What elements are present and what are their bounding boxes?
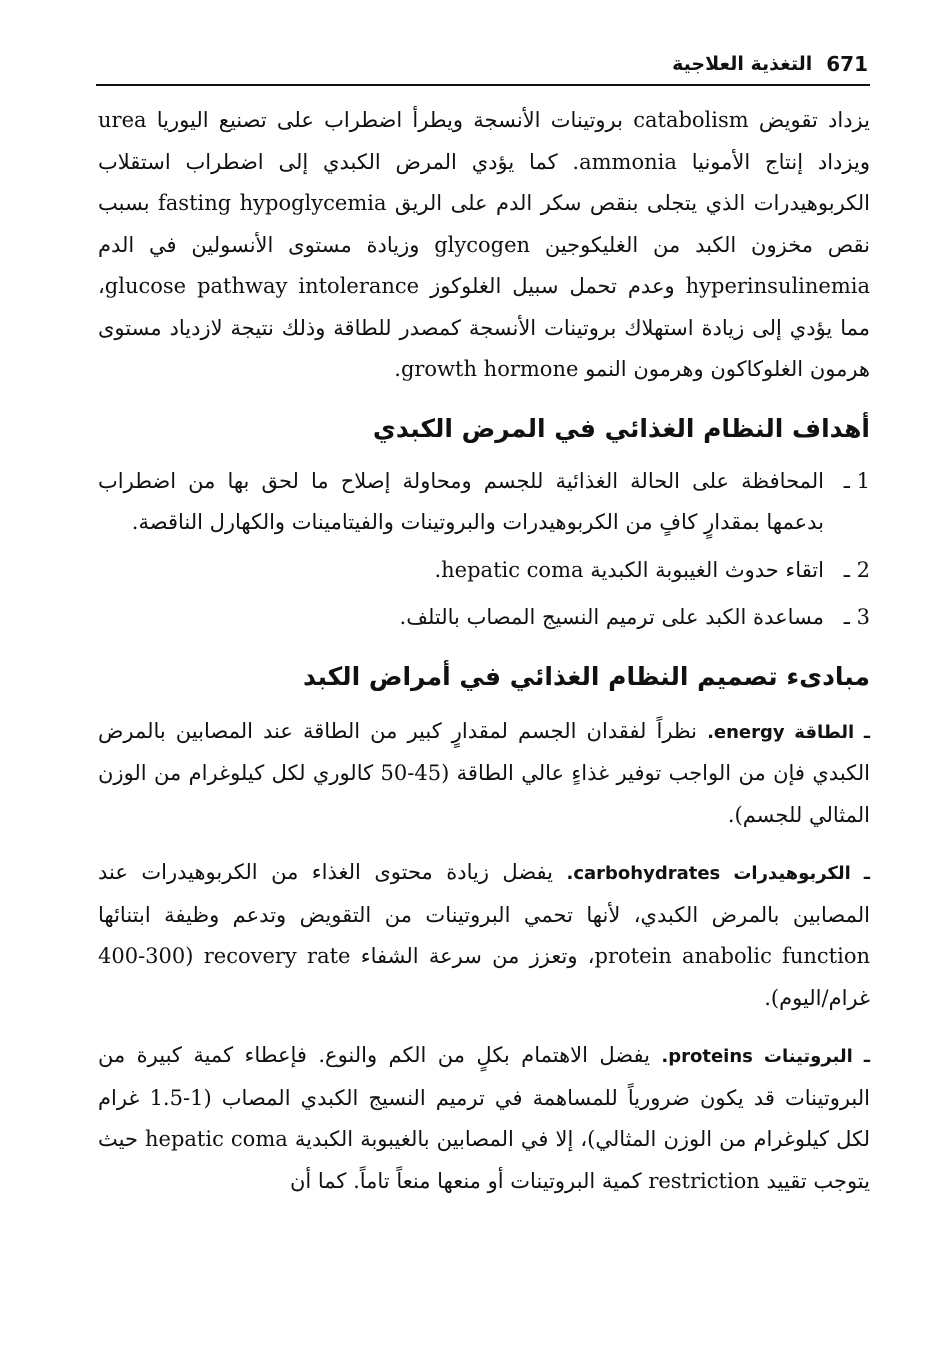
intro-paragraph: يزداد تقويض catabolism بروتينات الأنسجة ويطرأ اضطراب على تصنيع اليوريا urea ويزداد إنتاج الأمونيا ammonia. كما يؤدي المرض الكبدي إلى اضطراب استقلاب الكربوهيدرات الذي يتجلى بنقص سكر الدم على الريق fasting hypoglycemia بسبب نقص مخزون الكبد من الغليكوجين glycogen وزيادة مستوى الأنسولين في الدم hyperinsulinemia وعدم تحمل سبيل الغلوكوز glucose pathway intolerance، مما يؤدي إلى زيادة استهلاك بروتينات الأنسجة كمصدر للطاقة وذلك نتيجة لازدياد مستوى هرمون الغلوكاكون وهرمون النمو growth hormone. [98,108,871,381]
list-item-text: اتقاء حدوث الغيبوبة الكبدية hepatic coma. [434,557,824,582]
list-item-number: 2 ـ [843,557,870,582]
list-item-text: المحافظة على الحالة الغذائية للجسم ومحاولة إصلاح ما لحق بها من اضطراب بدعمها بمقدارٍ كافٍ من الكربوهيدرات والبروتينات والفيتامينات والكهارل الناقصة. [98,468,824,534]
page-header [96,46,868,82]
list-item [98,597,870,639]
list-item [98,461,870,544]
goals-list [98,461,870,639]
page-body [98,100,870,1202]
list-item-number: 1 ـ [843,468,870,493]
paragraph-text: نظراً لفقدان الجسم لمقدارٍ كبير من الطاقة عند المصابين بالمرض الكبدي فإن من الواجب توفير غذاءٍ عالي الطاقة (45-50 كالوري لكل كيلوغرام من الوزن المثالي للجسم). [98,718,870,827]
section-heading-principles: مبادىء تصميم النظام الغذائي في أمراض الكبد [303,661,870,691]
header-rule [96,84,870,86]
paragraph-lead: ـ البروتينات proteins. [661,1046,870,1067]
running-title: التغذية العلاجية [672,53,813,75]
list-item [98,550,870,592]
page-number: 671 [826,52,868,76]
paragraph-proteins [98,1035,870,1202]
paragraph-text: يفضل زيادة محتوى الغذاء من الكربوهيدرات عند المصابين بالمرض الكبدي، لأنها تحمي البروتينات من التقويض وتدعم وظيفة ابتنائها protein anabolic function، وتعزز من سرعة الشفاء recovery rate (400-300 غرام/اليوم). [98,860,871,1010]
paragraph-lead: ـ الكربوهيدرات carbohydrates. [566,863,871,884]
section-heading-goals: أهداف النظام الغذائي في المرض الكبدي [372,413,870,443]
paragraph-text: يفضل الاهتمام بكلٍ من الكم والنوع. فإعطاء كمية كبيرة من البروتينات قد يكون ضرورياً للمساهمة في ترميم النسيج الكبدي المصاب (1-1.5 غرام لكل كيلوغرام من الوزن المثالي)، إلا في المصابين بالغيبوبة الكبدية hepatic coma حيث يتوجب تقييد restriction كمية البروتينات أو منعها منعاً تاماً. كما أن [98,1043,870,1193]
paragraph-carbohydrates [98,852,870,1019]
list-item-number: 3 ـ [843,605,870,629]
paragraph-energy [98,711,870,837]
paragraph-lead: ـ الطاقة energy. [707,721,871,743]
list-item-text: مساعدة الكبد على ترميم النسيج المصاب بالتلف. [399,605,824,629]
